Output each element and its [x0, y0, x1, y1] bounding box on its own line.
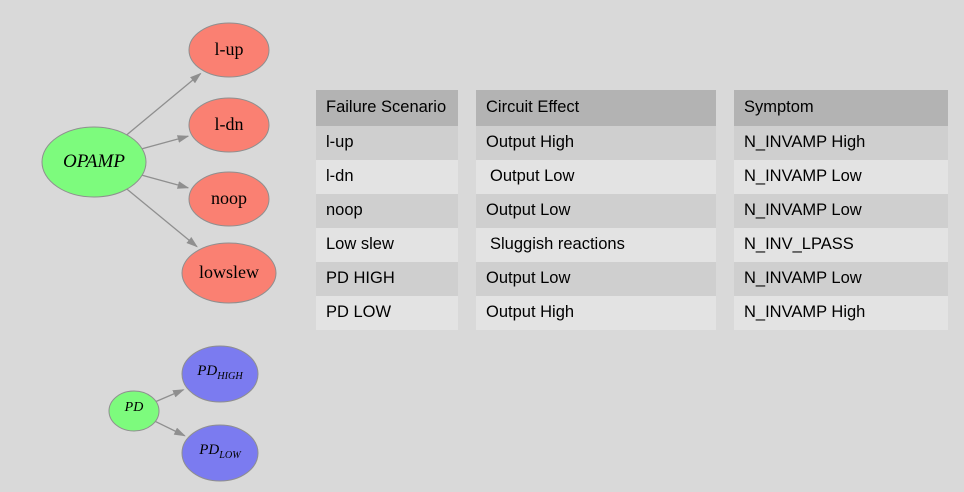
column-gap — [716, 90, 734, 126]
table-row — [316, 228, 948, 262]
column-header-failure-scenario: Failure Scenario — [316, 90, 458, 126]
table-row — [316, 160, 948, 194]
graph-edge-pd-to-pd-low — [155, 421, 184, 435]
column-header-circuit-effect: Circuit Effect — [476, 90, 716, 126]
cell-failure-scenario: PD HIGH — [316, 262, 458, 296]
graph-node-noop[interactable] — [189, 172, 269, 226]
cell-gap — [716, 194, 734, 228]
cell-symptom: N_INVAMP High — [734, 126, 948, 160]
graph-node-pd-low[interactable] — [182, 425, 258, 481]
table-row — [316, 194, 948, 228]
graph-node-pd-high[interactable] — [182, 346, 258, 402]
table-header — [316, 90, 948, 126]
cell-symptom: N_INVAMP Low — [734, 160, 948, 194]
table-body — [316, 126, 948, 330]
cell-circuit-effect: Output High — [476, 296, 716, 330]
cell-circuit-effect: Output Low — [476, 160, 716, 194]
graph-node-label-lowslew: lowslew — [199, 262, 259, 282]
cell-symptom: N_INVAMP Low — [734, 262, 948, 296]
table-header-row — [316, 90, 948, 126]
graph-edge-opamp-to-noop — [142, 175, 188, 188]
graph-node-opamp[interactable] — [42, 127, 146, 197]
cell-gap — [458, 194, 476, 228]
cell-circuit-effect: Output Low — [476, 262, 716, 296]
cell-gap — [716, 160, 734, 194]
cell-symptom: N_INVAMP Low — [734, 194, 948, 228]
table-row — [316, 126, 948, 160]
table-row — [316, 262, 948, 296]
cell-gap — [716, 126, 734, 160]
cell-gap — [716, 262, 734, 296]
graph-node-label-pd: PD — [124, 400, 144, 415]
graph-node-label-pd-low: $PD_{LOW}$ — [199, 442, 241, 461]
cell-gap — [716, 296, 734, 330]
graph-svg — [0, 0, 310, 492]
cell-failure-scenario: PD LOW — [316, 296, 458, 330]
cell-gap — [458, 228, 476, 262]
cell-failure-scenario: noop — [316, 194, 458, 228]
graph-node-label-l-dn: l-dn — [214, 114, 244, 134]
cell-circuit-effect: Output Low — [476, 194, 716, 228]
graph-node-l-dn[interactable] — [189, 98, 269, 152]
cell-failure-scenario: l-dn — [316, 160, 458, 194]
cell-failure-scenario: l-up — [316, 126, 458, 160]
cell-gap — [716, 228, 734, 262]
failure-mode-graph — [0, 0, 310, 492]
column-header-symptom: Symptom — [734, 90, 948, 126]
graph-node-label-opamp: OPAMP — [63, 151, 125, 172]
graph-node-label-pd-high: $PD_{HIGH}$ — [197, 363, 243, 382]
graph-node-l-up[interactable] — [189, 23, 269, 77]
table-row — [316, 296, 948, 330]
cell-failure-scenario: Low slew — [316, 228, 458, 262]
cell-circuit-effect: Sluggish reactions — [476, 228, 716, 262]
cell-symptom: N_INVAMP High — [734, 296, 948, 330]
graph-edge-pd-to-pd-high — [156, 390, 183, 402]
cell-gap — [458, 160, 476, 194]
column-gap — [458, 90, 476, 126]
graph-edge-opamp-to-lowslew — [127, 189, 197, 247]
cell-symptom: N_INV_LPASS — [734, 228, 948, 262]
cell-gap — [458, 262, 476, 296]
graph-node-lowslew[interactable] — [182, 243, 276, 303]
cell-gap — [458, 296, 476, 330]
cell-circuit-effect: Output High — [476, 126, 716, 160]
graph-node-label-noop: noop — [211, 188, 247, 208]
failure-scenario-table — [316, 90, 948, 330]
graph-node-pd[interactable] — [109, 391, 159, 431]
graph-edge-opamp-to-l-dn — [142, 136, 188, 149]
graph-nodes — [42, 23, 276, 481]
cell-gap — [458, 126, 476, 160]
graph-node-label-l-up: l-up — [214, 39, 244, 59]
